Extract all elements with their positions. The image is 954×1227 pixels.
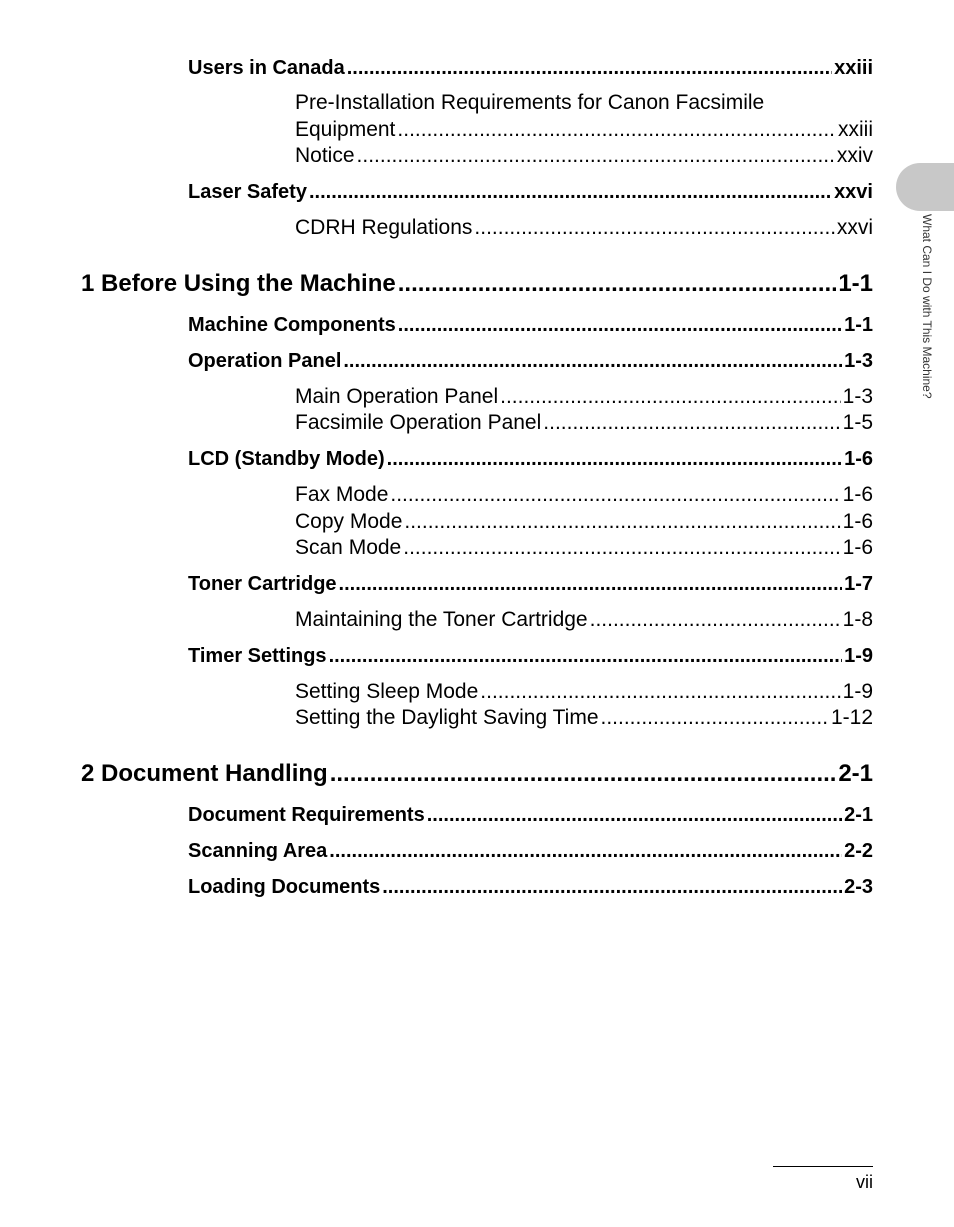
toc-entry-notice[interactable] bbox=[295, 144, 873, 168]
dot-leader bbox=[390, 483, 840, 507]
dot-leader bbox=[403, 536, 840, 560]
toc-entry-fax-mode[interactable] bbox=[295, 483, 873, 507]
dot-leader bbox=[330, 760, 837, 788]
toc-entry-page: 1-12 bbox=[830, 706, 873, 729]
toc-entry-page: 1-3 bbox=[842, 385, 873, 408]
toc-entry-setting-sleep-mode[interactable] bbox=[295, 680, 873, 704]
page-number: vii bbox=[856, 1172, 873, 1192]
footer-rule bbox=[773, 1166, 873, 1167]
dot-leader bbox=[590, 608, 841, 632]
toc-entry-page: 1-9 bbox=[844, 645, 873, 667]
toc-entry-title: LCD (Standby Mode) bbox=[188, 448, 385, 470]
toc-entry-page: 1-7 bbox=[844, 573, 873, 595]
toc-entry-title: Loading Documents bbox=[188, 876, 381, 898]
dot-leader bbox=[357, 144, 835, 168]
toc-entry-title: Operation Panel bbox=[188, 350, 342, 372]
toc-chapter-1[interactable] bbox=[81, 270, 873, 298]
toc-entry-title: Users in Canada bbox=[188, 57, 345, 79]
dot-leader bbox=[601, 706, 829, 730]
toc-entry-maintaining-toner-cartridge[interactable] bbox=[295, 608, 873, 632]
toc-entry-title: Facsimile Operation Panel bbox=[295, 411, 542, 434]
dot-leader bbox=[500, 385, 841, 409]
toc-entry-pre-installation[interactable] bbox=[295, 91, 764, 115]
dot-leader bbox=[543, 411, 840, 435]
toc-entry-title: 1 Before Using the Machine bbox=[81, 270, 396, 297]
dot-leader bbox=[347, 57, 832, 80]
toc-entry-operation-panel[interactable] bbox=[188, 350, 873, 373]
toc-entry-cdrh-regulations[interactable] bbox=[295, 216, 873, 240]
dot-leader bbox=[339, 573, 843, 596]
toc-entry-page: xxiv bbox=[836, 144, 873, 167]
dot-leader bbox=[343, 350, 842, 373]
toc-entry-title: Machine Components bbox=[188, 314, 396, 336]
toc-entry-copy-mode[interactable] bbox=[295, 510, 873, 534]
toc-entry-timer-settings[interactable] bbox=[188, 645, 873, 668]
toc-entry-page: 1-6 bbox=[842, 483, 873, 506]
toc-entry-page: 2-2 bbox=[844, 840, 873, 862]
toc-entry-page: 1-6 bbox=[844, 448, 873, 470]
toc-entry-page: xxiii bbox=[834, 57, 873, 79]
dot-leader bbox=[398, 314, 842, 337]
toc-entry-equipment[interactable] bbox=[295, 118, 873, 142]
toc-entry-page: xxiii bbox=[838, 118, 873, 141]
toc-entry-page: 1-6 bbox=[842, 536, 873, 559]
toc-entry-title: 2 Document Handling bbox=[81, 760, 328, 787]
dot-leader bbox=[309, 181, 832, 204]
toc-entry-title: Setting Sleep Mode bbox=[295, 680, 479, 703]
dot-leader bbox=[387, 448, 842, 471]
chapter-side-tab bbox=[896, 163, 954, 211]
dot-leader bbox=[329, 840, 842, 863]
chapter-side-label: What Can I Do with This Machine? bbox=[920, 214, 934, 399]
toc-entry-lcd-standby-mode[interactable] bbox=[188, 448, 873, 471]
toc-entry-title: Laser Safety bbox=[188, 181, 307, 203]
toc-entry-page: 2-1 bbox=[838, 760, 873, 787]
toc-entry-users-in-canada[interactable] bbox=[188, 57, 873, 80]
toc-entry-page: 2-1 bbox=[844, 804, 873, 826]
toc-entry-page: xxvi bbox=[834, 181, 873, 203]
dot-leader bbox=[329, 645, 843, 668]
dot-leader bbox=[474, 216, 834, 240]
toc-entry-daylight-saving-time[interactable] bbox=[295, 706, 873, 730]
toc-entry-title: Setting the Daylight Saving Time bbox=[295, 706, 599, 729]
toc-entry-page: 1-5 bbox=[842, 411, 873, 434]
toc-entry-title: Timer Settings bbox=[188, 645, 327, 667]
toc-entry-page: 1-9 bbox=[842, 680, 873, 703]
toc-entry-machine-components[interactable] bbox=[188, 314, 873, 337]
toc-entry-page: 1-3 bbox=[844, 350, 873, 372]
dot-leader bbox=[480, 680, 840, 704]
toc-entry-laser-safety[interactable] bbox=[188, 181, 873, 204]
toc-entry-facsimile-operation-panel[interactable] bbox=[295, 411, 873, 435]
toc-entry-title: Notice bbox=[295, 144, 355, 167]
dot-leader bbox=[404, 510, 840, 534]
toc-entry-title: Maintaining the Toner Cartridge bbox=[295, 608, 588, 631]
toc-entry-page: xxvi bbox=[836, 216, 873, 239]
toc-entry-title: Scan Mode bbox=[295, 536, 402, 559]
toc-entry-main-operation-panel[interactable] bbox=[295, 385, 873, 409]
toc-entry-title: Main Operation Panel bbox=[295, 385, 499, 408]
toc-entry-page: 1-1 bbox=[838, 270, 873, 297]
toc-entry-title: Fax Mode bbox=[295, 483, 389, 506]
toc-entry-scan-mode[interactable] bbox=[295, 536, 873, 560]
toc-entry-title: CDRH Regulations bbox=[295, 216, 473, 239]
toc-entry-page: 1-8 bbox=[842, 608, 873, 631]
toc-entry-title: Document Requirements bbox=[188, 804, 425, 826]
toc-entry-document-requirements[interactable] bbox=[188, 804, 873, 827]
toc-entry-page: 1-6 bbox=[842, 510, 873, 533]
dot-leader bbox=[397, 118, 836, 142]
toc-entry-title: Copy Mode bbox=[295, 510, 403, 533]
toc-entry-toner-cartridge[interactable] bbox=[188, 573, 873, 596]
dot-leader bbox=[427, 804, 842, 827]
toc-entry-page: 1-1 bbox=[844, 314, 873, 336]
toc-entry-title: Equipment bbox=[295, 118, 396, 141]
toc-entry-title: Scanning Area bbox=[188, 840, 328, 862]
dot-leader bbox=[398, 270, 837, 298]
toc-chapter-2[interactable] bbox=[81, 760, 873, 788]
toc-entry-loading-documents[interactable] bbox=[188, 876, 873, 899]
toc-entry-title: Pre-Installation Requirements for Canon Facsimile bbox=[295, 91, 765, 114]
dot-leader bbox=[382, 876, 842, 899]
toc-entry-title: Toner Cartridge bbox=[188, 573, 337, 595]
toc-entry-scanning-area[interactable] bbox=[188, 840, 873, 863]
toc-entry-page: 2-3 bbox=[844, 876, 873, 898]
